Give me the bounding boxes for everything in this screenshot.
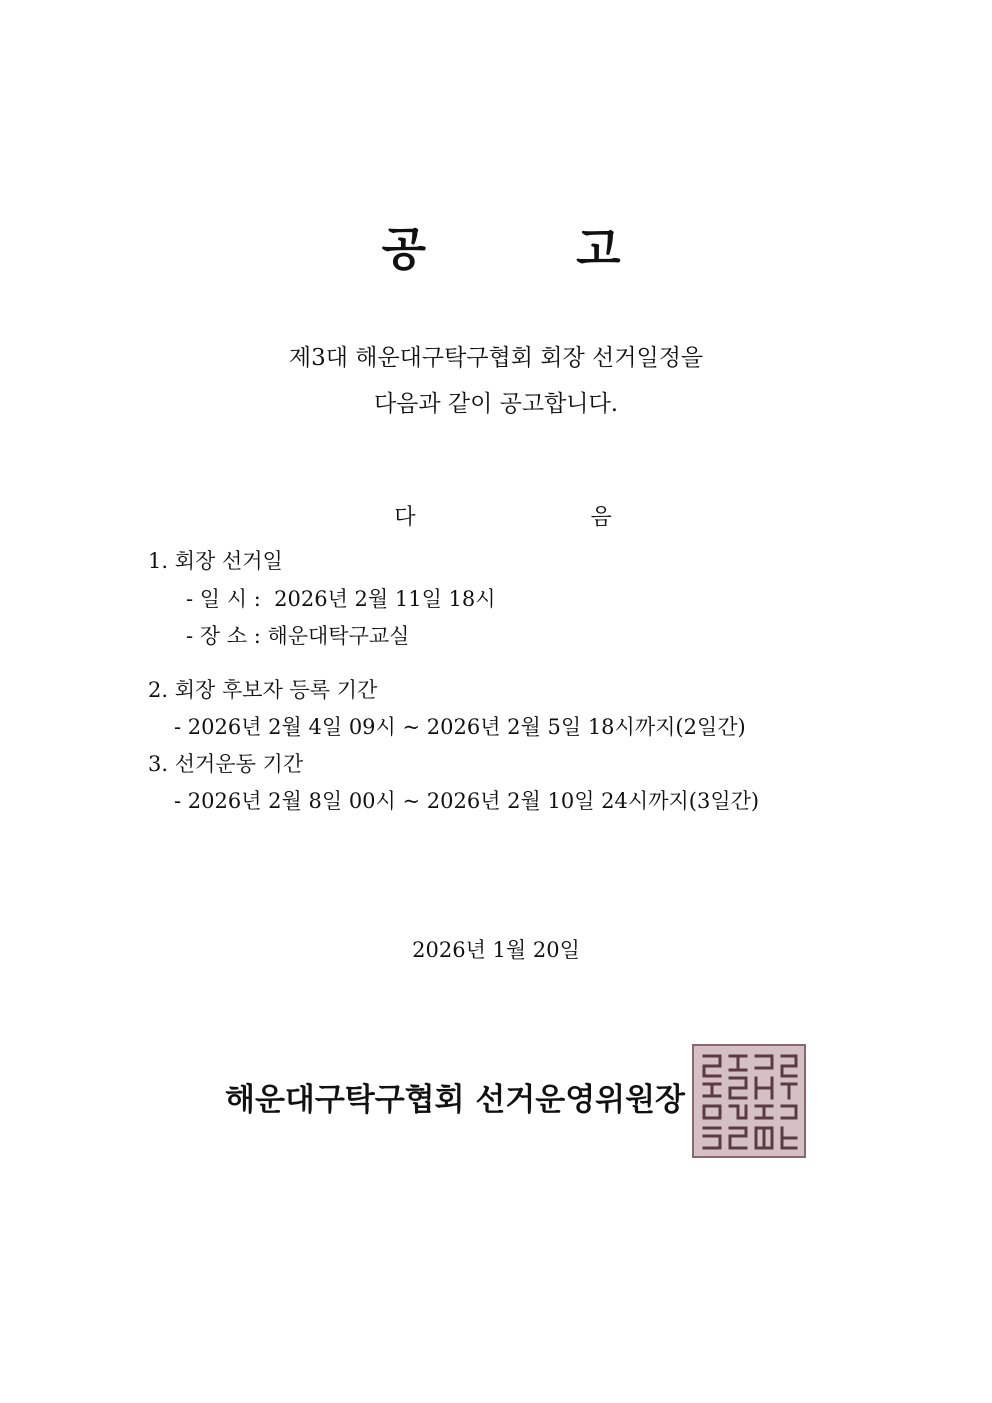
section-1-datetime: - 일 시 : 2026년 2월 11일 18시 [186,587,496,611]
notice-title [0,200,992,279]
seal-glyph-pattern [694,1046,804,1156]
section-3-heading: 3. 선거운동 기간 [148,752,304,776]
section-3-period: - 2026년 2월 8일 00시 ~ 2026년 2월 10일 24시까지(3일간) [174,789,760,813]
notice-date: 2026년 1월 20일 [412,938,580,962]
marker-char-1: 다 [394,505,416,530]
section-1-heading: 1. 회장 선거일 [148,549,283,573]
signature-organization: 해운대구탁구협회 선거운영위원장 [225,1082,685,1118]
section-2-heading: 2. 회장 후보자 등록 기간 [148,678,378,702]
official-seal [692,1044,806,1158]
intro-line-1: 제3대 해운대구탁구협회 회장 선거일정을 [288,345,704,371]
intro-line-2: 다음과 같이 공고합니다. [373,391,619,417]
title-char-2: 고 [576,222,621,276]
title-char-1: 공 [381,222,427,276]
marker-char-2: 음 [590,505,612,530]
section-1-place: - 장 소 : 해운대탁구교실 [186,624,410,648]
section-2-period: - 2026년 2월 4일 09시 ~ 2026년 2월 5일 18시까지(2일간) [174,715,746,739]
section-marker [0,473,992,533]
